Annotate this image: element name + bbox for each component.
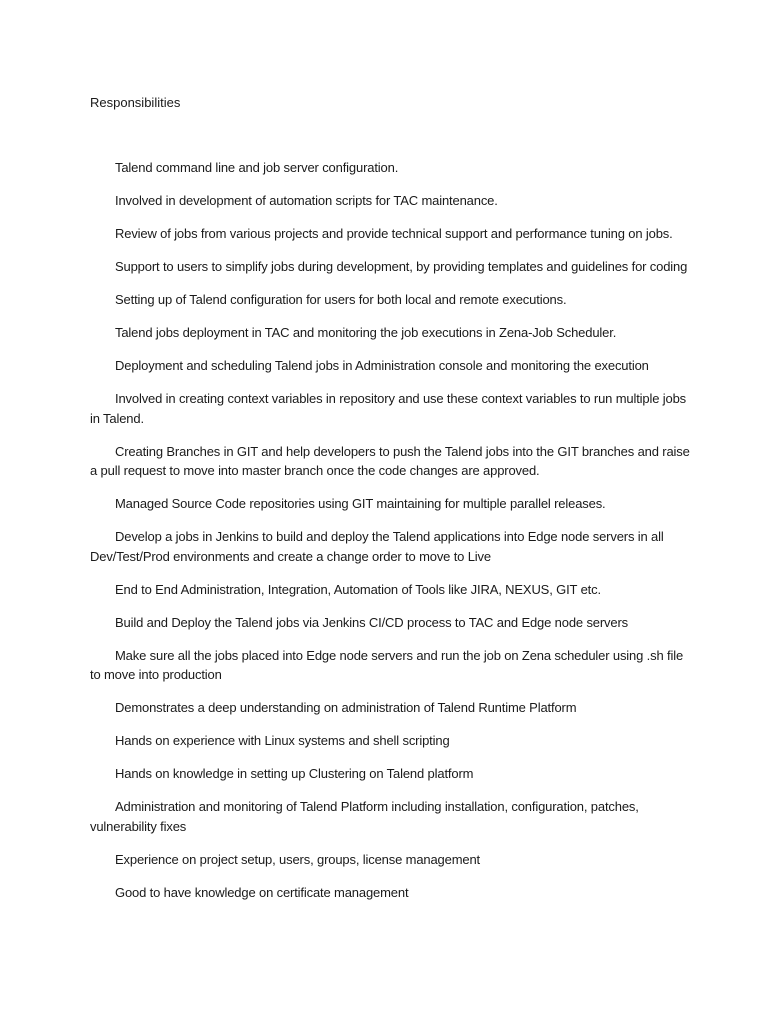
list-item: Deployment and scheduling Talend jobs in Administration console and monitoring the execution <box>115 358 649 373</box>
list-item: Make sure all the jobs placed into Edge node servers and run the job on Zena scheduler using .sh file to move into production <box>90 647 684 682</box>
list-item: Hands on knowledge in setting up Clustering on Talend platform <box>115 766 474 781</box>
list-item: Managed Source Code repositories using GIT maintaining for multiple parallel releases. <box>115 496 606 511</box>
list-item: End to End Administration, Integration, Automation of Tools like JIRA, NEXUS, GIT etc. <box>115 581 601 597</box>
list-item: Involved in creating context variables in repository and use these context variables to run multiple jobs in Talend. <box>90 391 687 426</box>
section-heading: Responsibilities <box>90 95 181 110</box>
list-item: Involved in development of automation scripts for TAC maintenance. <box>115 193 498 208</box>
list-item: Review of jobs from various projects and provide technical support and performance tuning on jobs. <box>115 226 673 241</box>
list-item: Good to have knowledge on certificate management <box>115 884 409 900</box>
list-item: Talend jobs deployment in TAC and monitoring the job executions in Zena-Job Scheduler. <box>115 325 617 340</box>
list-item: Support to users to simplify jobs during development, by providing templates and guidelines for coding <box>115 259 688 274</box>
list-item: Build and Deploy the Talend jobs via Jenkins CI/CD process to TAC and Edge node servers <box>115 614 629 630</box>
list-item: Demonstrates a deep understanding on administration of Talend Runtime Platform <box>115 700 577 715</box>
list-item: Develop a jobs in Jenkins to build and deploy the Talend applications into Edge node servers in all Dev/Test/Prod environments and create a change order to move to Live <box>90 529 664 564</box>
list-item: Experience on project setup, users, groups, license management <box>115 851 481 867</box>
responsibilities-list <box>90 158 690 916</box>
list-item: Creating Branches in GIT and help developers to push the Talend jobs into the GIT branches and raise a pull request to move into master branch once the code changes are approved. <box>90 443 690 478</box>
list-item: Setting up of Talend configuration for users for both local and remote executions. <box>115 292 567 307</box>
list-item: Talend command line and job server configuration. <box>115 160 399 175</box>
list-item: Hands on experience with Linux systems and shell scripting <box>115 733 450 748</box>
list-item: Administration and monitoring of Talend Platform including installation, configuration, patches, vulnerability fixes <box>90 799 639 834</box>
